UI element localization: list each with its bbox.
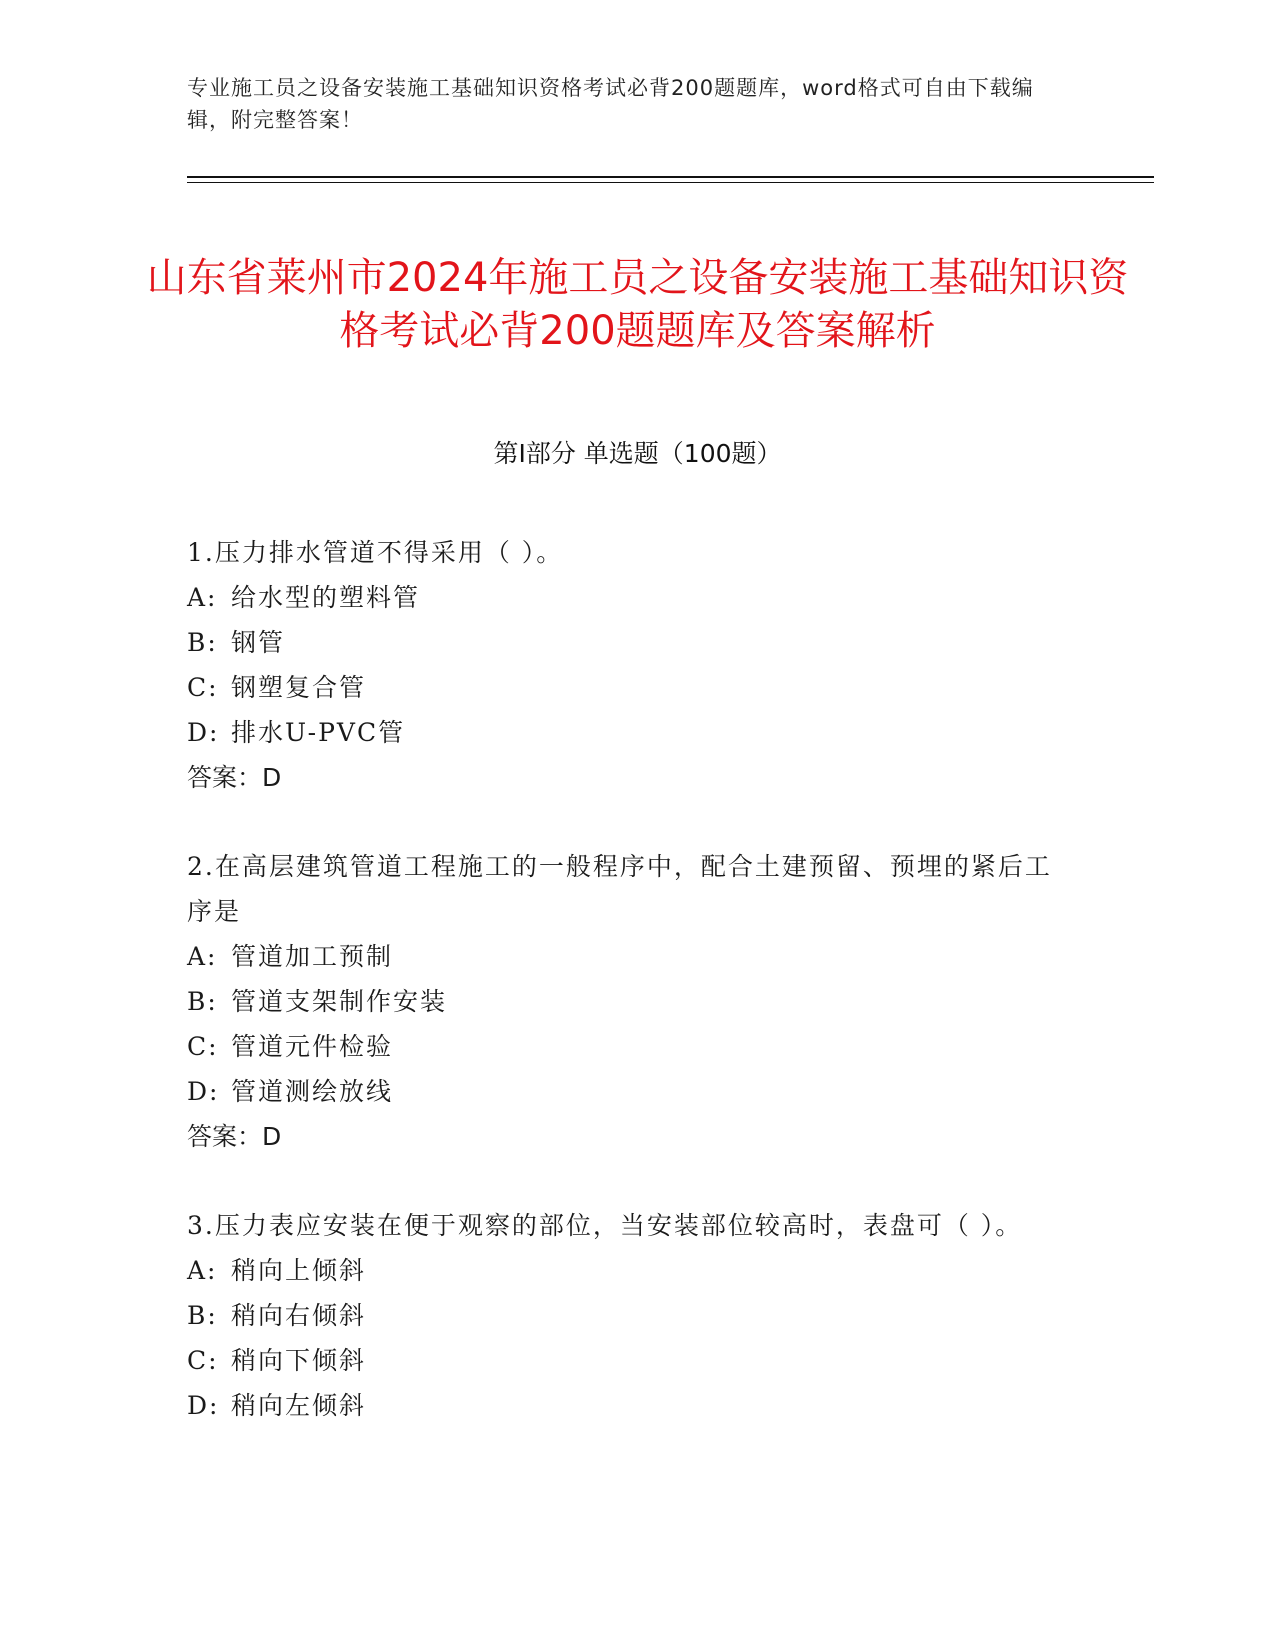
option-text: 稍向下倾斜 (231, 1346, 367, 1375)
question-stem: 1.压力排水管道不得采用（ ）。 (187, 538, 564, 567)
option-d (187, 710, 1067, 755)
answer-line: 答案：D (187, 763, 282, 792)
question-3 (187, 1203, 1067, 1428)
option-key: B: (187, 1301, 218, 1330)
question-1 (187, 530, 1067, 800)
option-a (187, 934, 1067, 979)
option-b (187, 1293, 1067, 1338)
option-text: 管道加工预制 (231, 942, 394, 971)
header-rule-thick (187, 176, 1154, 178)
option-c (187, 1338, 1067, 1383)
header-note: 专业施工员之设备安装施工基础知识资格考试必背200题题库，word格式可自由下载编辑，附完整答案！ (187, 76, 1034, 132)
option-b (187, 620, 1067, 665)
option-text: 给水型的塑料管 (231, 583, 421, 612)
question-2 (187, 844, 1067, 1159)
document-title: 山东省莱州市2024年施工员之设备安装施工基础知识资格考试必背200题题库及答案解析 (146, 254, 1129, 354)
option-key: B: (187, 628, 218, 657)
option-text: 排水U-PVC管 (231, 718, 406, 747)
option-a (187, 575, 1067, 620)
option-text: 管道测绘放线 (231, 1077, 394, 1106)
question-stem: 2.在高层建筑管道工程施工的一般程序中，配合土建预留、预埋的紧后工序是 (187, 852, 1052, 926)
option-text: 钢塑复合管 (231, 673, 367, 702)
option-c (187, 1024, 1067, 1069)
option-text: 稍向左倾斜 (231, 1391, 367, 1420)
option-text: 管道元件检验 (231, 1032, 394, 1061)
option-a (187, 1248, 1067, 1293)
option-key: A: (187, 1256, 218, 1285)
option-key: D: (187, 1077, 220, 1106)
option-d (187, 1383, 1067, 1428)
option-text: 稍向上倾斜 (231, 1256, 367, 1285)
question-stem: 3.压力表应安装在便于观察的部位，当安装部位较高时，表盘可（ ）。 (187, 1211, 1023, 1240)
header-rule-thin (187, 182, 1154, 183)
option-key: D: (187, 718, 220, 747)
question-list (187, 530, 1067, 1472)
option-d (187, 1069, 1067, 1114)
option-c (187, 665, 1067, 710)
section-heading: 第Ⅰ部分 单选题（100题） (493, 439, 782, 468)
option-key: C: (187, 1346, 219, 1375)
option-key: C: (187, 673, 219, 702)
option-key: C: (187, 1032, 219, 1061)
option-text: 稍向右倾斜 (231, 1301, 367, 1330)
option-b (187, 979, 1067, 1024)
option-text: 钢管 (231, 628, 286, 657)
option-key: A: (187, 942, 218, 971)
option-text: 管道支架制作安装 (231, 987, 448, 1016)
option-key: A: (187, 583, 218, 612)
option-key: B: (187, 987, 218, 1016)
answer-line: 答案：D (187, 1122, 282, 1151)
option-key: D: (187, 1391, 220, 1420)
